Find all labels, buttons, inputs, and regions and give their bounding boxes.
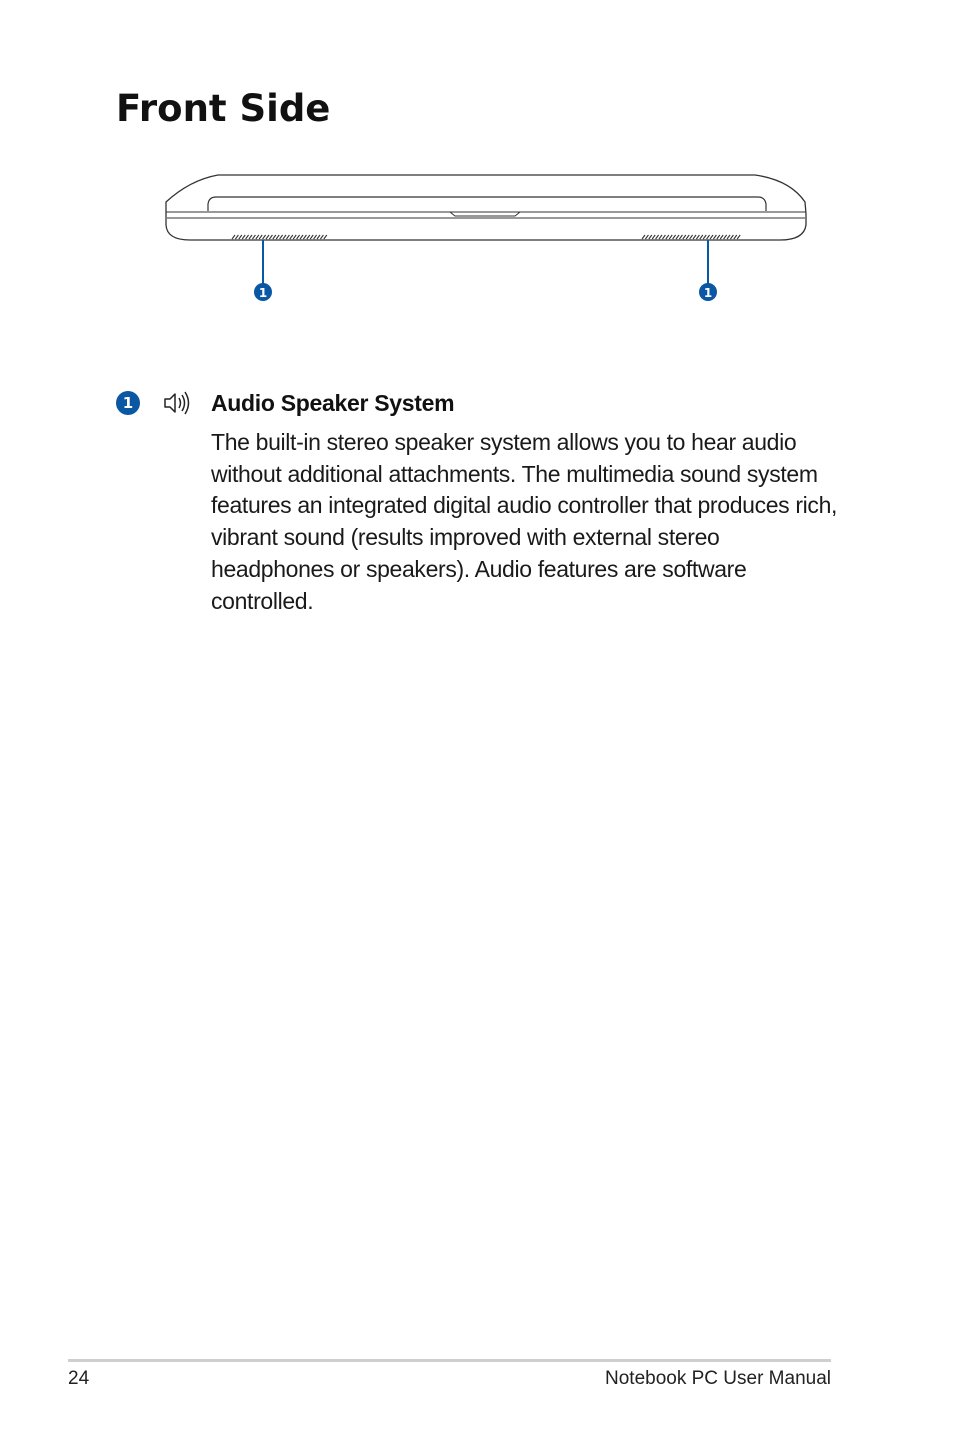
callout-number-right: 1 [703,286,713,300]
laptop-body-outline [166,175,806,240]
footer-divider [68,1359,831,1362]
entry-number-badge: 1 [116,391,140,415]
laptop-front-illustration [0,0,954,330]
entry-title: Audio Speaker System [211,390,455,416]
footer-manual-title: Notebook PC User Manual [605,1368,831,1389]
entry-description: The built-in stereo speaker system allows you to hear audio without additional attachments. The multimedia sound system features an integrated digital audio controller that produces rich, vibrant sound (results improved with external stereo headphones or speakers). Audio features are software controlled. [211,429,838,614]
footer-page-number: 24 [68,1368,90,1389]
speaker-icon [162,390,192,416]
page-title: Front Side [116,87,331,130]
callout-number-left: 1 [258,286,268,300]
